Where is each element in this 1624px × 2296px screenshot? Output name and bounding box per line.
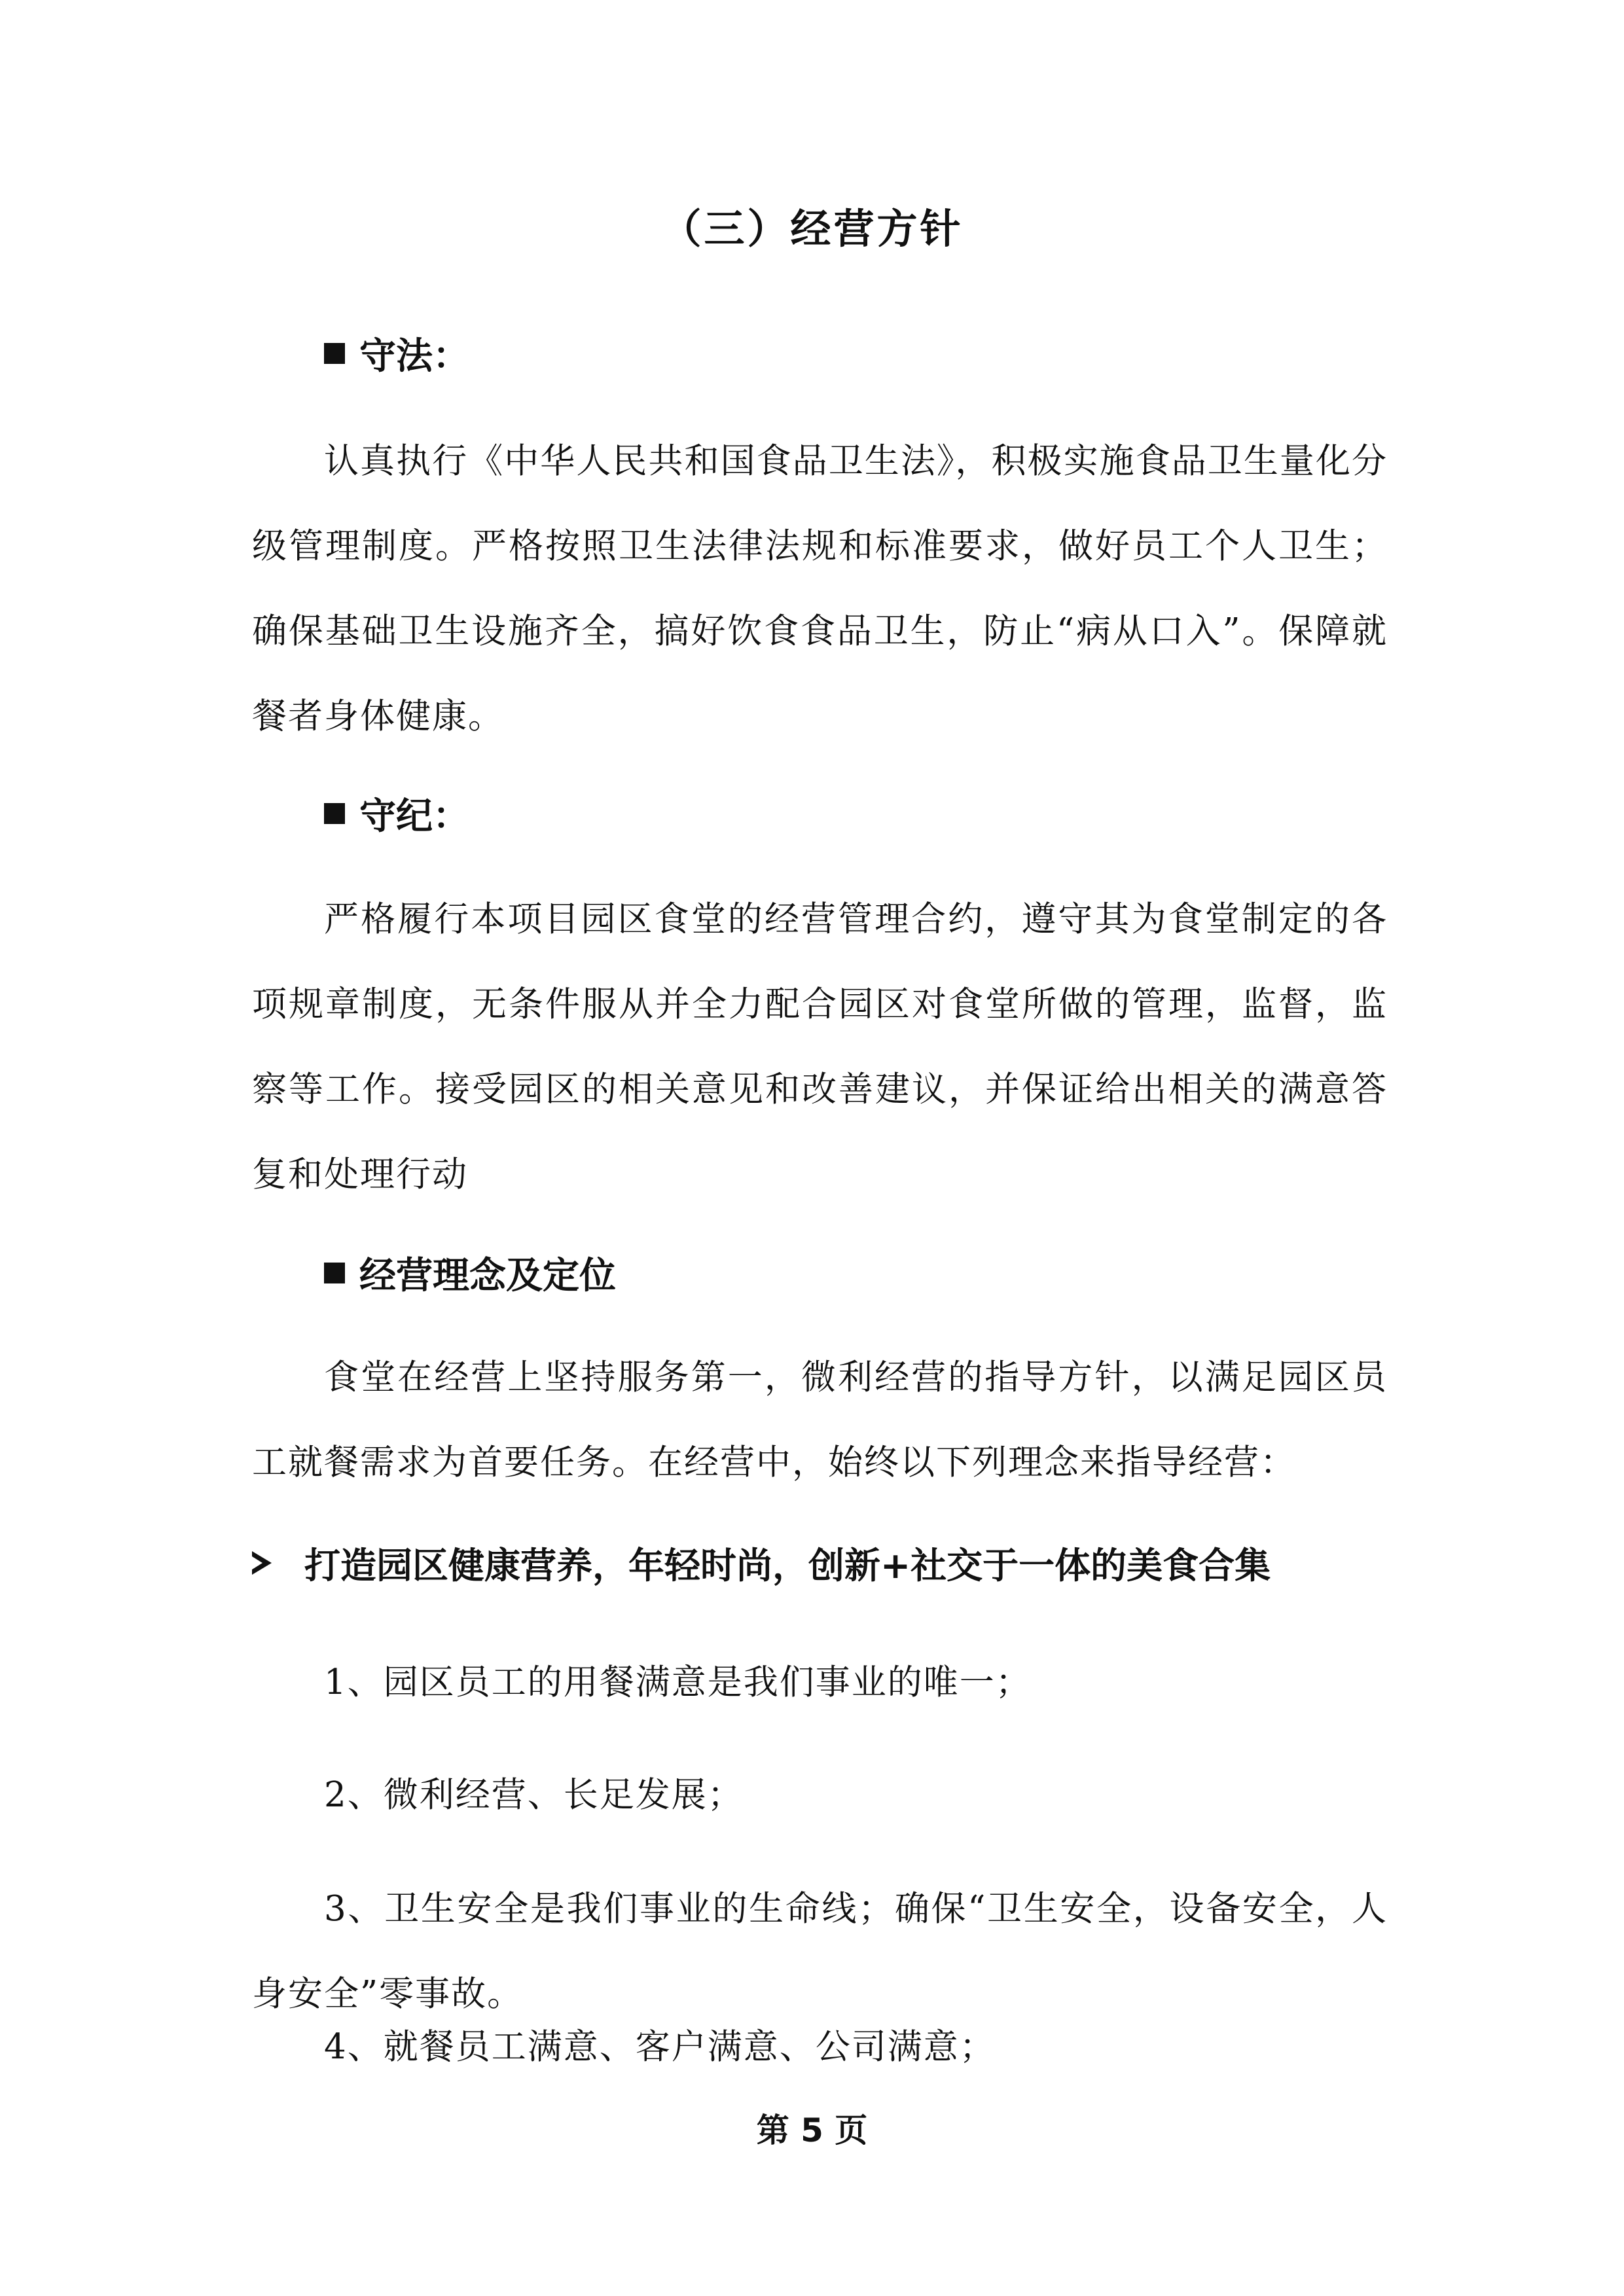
list-item: 4、就餐员工满意、客户满意、公司满意；	[324, 2027, 996, 2067]
section-heading-text: 守法：	[359, 335, 469, 378]
section-heading-text: 守纪：	[359, 795, 469, 838]
square-bullet-icon	[324, 1263, 345, 1283]
list-item: 3、卫生安全是我们事业的生命线；确保“卫生安全，设备安全，人身安全”零事故。	[252, 1889, 1388, 2014]
square-bullet-icon	[324, 343, 345, 364]
page-number: 第 5 页	[756, 2111, 868, 2149]
section-heading-discipline	[324, 787, 469, 840]
list-item: 2、微利经营、长足发展；	[324, 1775, 744, 1815]
section-body-law: 认真执行《中华人民共和国食品卫生法》，积极实施食品卫生量化分级管理制度。严格按照卫生法律法规和标准要求，做好员工个人卫生；确保基础卫生设施齐全，搞好饮食食品卫生，防止“病从口入”。保障就餐者身体健康。	[252, 441, 1388, 736]
section-heading-philosophy	[324, 1247, 616, 1299]
section-heading-text: 经营理念及定位	[359, 1255, 616, 1297]
key-point-text: 打造园区健康营养，年轻时尚，创新+社交于一体的美食合集	[304, 1545, 1271, 1587]
section-body-discipline: 严格履行本项目园区食堂的经营管理合约，遵守其为食堂制定的各项规章制度，无条件服从并全力配合园区对食堂所做的管理，监督，监察等工作。接受园区的相关意见和改善建议，并保证给出相关的满意答复和处理行动	[252, 899, 1388, 1194]
page-title: （三）经营方针	[660, 205, 964, 253]
section-body-philosophy: 食堂在经营上坚持服务第一，微利经营的指导方针，以满足园区员工就餐需求为首要任务。在经营中，始终以下列理念来指导经营：	[252, 1357, 1388, 1482]
key-point	[252, 1537, 1271, 1588]
square-bullet-icon	[324, 803, 345, 824]
list-item: 1、园区员工的用餐满意是我们事业的唯一；	[324, 1662, 1032, 1702]
arrow-bullet-icon	[252, 1551, 272, 1575]
section-heading-law	[324, 327, 469, 380]
